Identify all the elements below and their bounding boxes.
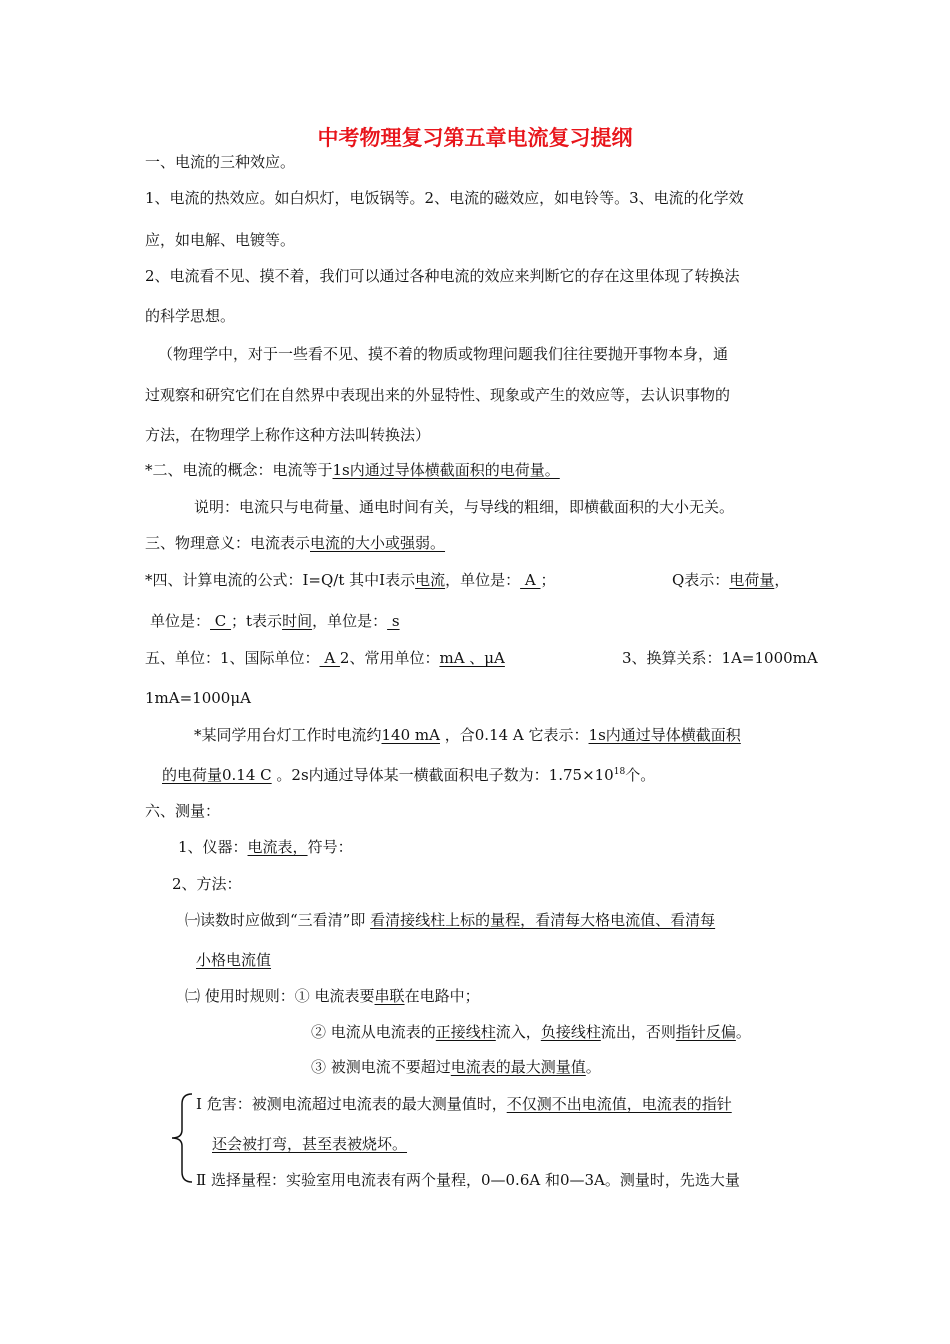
answer-blank: C bbox=[210, 612, 232, 630]
answer-blank: 的电荷量0.14 C bbox=[162, 766, 272, 784]
hazard-line-2 bbox=[212, 1134, 407, 1154]
text-span: 流出，否则 bbox=[600, 1023, 676, 1041]
section-4-line-1 bbox=[145, 570, 556, 590]
section-1-heading: 一、电流的三种效应。 bbox=[145, 153, 296, 171]
text-span: ② 电流从电流表的 bbox=[311, 1023, 436, 1041]
section-6-heading: 六、测量： bbox=[145, 802, 221, 820]
section-2-prefix: *二、电流的概念：电流等于 bbox=[145, 461, 333, 479]
text-span: ，合0.14 A 它表示： bbox=[439, 726, 589, 744]
reading-rule-line-2 bbox=[196, 950, 271, 970]
hazard-line-1 bbox=[196, 1094, 732, 1114]
answer-blank: 还会被打弯，甚至表被烧坏。 bbox=[212, 1135, 408, 1153]
section-5-line-1 bbox=[145, 648, 505, 668]
usage-rule-3 bbox=[311, 1057, 601, 1077]
answer-blank: 1s内通过导体横截面积的电荷量。 bbox=[332, 461, 560, 479]
text-span: Q表示： bbox=[672, 571, 730, 589]
answer-blank: 指针反偏 bbox=[675, 1023, 736, 1041]
text-span: ，单位是： bbox=[445, 571, 521, 589]
paragraph-line: 1、电流的热效应。如白炽灯，电饭锅等。2、电流的磁效应，如电铃等。3、电流的化学效 bbox=[145, 189, 744, 207]
text-span: Ⅰ 危害：被测电流超过电流表的最大测量值时， bbox=[196, 1095, 507, 1113]
usage-rule-2 bbox=[311, 1022, 751, 1042]
answer-blank: 电流表的最大测量值 bbox=[450, 1058, 586, 1076]
answer-blank: 正接线柱 bbox=[435, 1023, 496, 1041]
text-span: 五、单位：1、国际单位： bbox=[145, 649, 320, 667]
text-span: 。 bbox=[585, 1058, 601, 1076]
text-span: 单位是： bbox=[150, 612, 211, 630]
text-span: ③ 被测电流不要超过 bbox=[311, 1058, 451, 1076]
section-2-note: 说明：电流只与电荷量、通电时间有关，与导线的粗细，即横截面积的大小无关。 bbox=[194, 498, 735, 516]
text-span: 2、常用单位： bbox=[339, 649, 440, 667]
text-span: ㈠读数时应做到“三看清”即 bbox=[185, 911, 371, 929]
section-5-line-4 bbox=[162, 765, 655, 785]
section-3-prefix: 三、物理意义：电流表示 bbox=[145, 534, 311, 552]
range-selection-line: Ⅱ 选择量程：实验室用电流表有两个量程，0—0.6A 和0—3A。测量时，先选大量 bbox=[196, 1171, 740, 1189]
section-6-item-2: 2、方法： bbox=[172, 875, 242, 893]
answer-blank: s bbox=[387, 612, 400, 630]
answer-blank: 电荷量 bbox=[729, 571, 775, 589]
text-span: ；t表示 bbox=[231, 612, 283, 630]
answer-blank: 串联 bbox=[374, 987, 405, 1005]
left-brace-icon bbox=[166, 1090, 196, 1186]
paragraph-line: 方法，在物理学上称作这种方法叫转换法） bbox=[145, 426, 431, 444]
text-span: 1、仪器： bbox=[178, 838, 248, 856]
text-span: 在电路中； bbox=[404, 987, 480, 1005]
answer-blank: 电流 bbox=[415, 571, 446, 589]
section-4-line-2 bbox=[150, 611, 400, 631]
paragraph-line: 过观察和研究它们在自然界中表现出来的外显特性、现象或产生的效应等，去认识事物的 bbox=[145, 386, 731, 404]
section-5-conversion: 3、换算关系：1A=1000mA bbox=[622, 649, 818, 667]
paragraph-line: （物理学中，对于一些看不见、摸不着的物质或物理问题我们往往要抛开事物本身，通 bbox=[158, 345, 729, 363]
answer-blank: 小格电流值 bbox=[196, 951, 272, 969]
paragraph-line: 应，如电解、电镀等。 bbox=[145, 231, 296, 249]
answer-blank: 1s内通过导体横截面积 bbox=[588, 726, 741, 744]
exponent: 18 bbox=[613, 767, 626, 777]
answer-blank: 140 mA bbox=[381, 726, 440, 744]
section-5-line-3 bbox=[194, 725, 741, 745]
page-title: 中考物理复习第五章电流复习提纲 bbox=[317, 126, 633, 150]
answer-blank: 负接线柱 bbox=[540, 1023, 601, 1041]
text-span: ，单位是： bbox=[312, 612, 388, 630]
section-6-item-1 bbox=[178, 837, 353, 857]
answer-blank: 电流的大小或强弱。 bbox=[310, 534, 446, 552]
section-5-line-2: 1mA=1000μA bbox=[145, 689, 251, 707]
text-span: 个。 bbox=[625, 766, 656, 784]
answer-blank: A bbox=[319, 649, 340, 667]
text-span: 流入， bbox=[495, 1023, 541, 1041]
text-span: ； bbox=[540, 571, 556, 589]
usage-rule-1 bbox=[185, 986, 480, 1006]
answer-blank: A bbox=[520, 571, 541, 589]
answer-blank: 看清接线柱上标的量程，看清每大格电流值、看清每 bbox=[370, 911, 716, 929]
answer-blank: 电流表， bbox=[247, 838, 308, 856]
section-4-line-1b bbox=[672, 570, 789, 590]
text-span: 。 bbox=[735, 1023, 751, 1041]
answer-blank: mA 、μA bbox=[439, 649, 505, 667]
text-span: *某同学用台灯工作时电流约 bbox=[194, 726, 382, 744]
text-span: 。2s内通过导体某一横截面积电子数为：1.75×10 bbox=[271, 766, 614, 784]
text-span: 符号： bbox=[307, 838, 353, 856]
text-span: ， bbox=[774, 571, 790, 589]
paragraph-line: 的科学思想。 bbox=[145, 307, 236, 325]
text-span: *四、计算电流的公式：I=Q/t 其中I表示 bbox=[145, 571, 416, 589]
section-3-line bbox=[145, 533, 445, 553]
paragraph-line: 2、电流看不见、摸不着，我们可以通过各种电流的效应来判断它的存在这里体现了转换法 bbox=[145, 267, 740, 285]
reading-rule-line-1 bbox=[185, 910, 715, 930]
section-2-line bbox=[145, 460, 560, 480]
answer-blank: 不仅测不出电流值，电流表的指针 bbox=[506, 1095, 732, 1113]
answer-blank: 时间 bbox=[282, 612, 313, 630]
text-span: ㈡ 使用时规则：① 电流表要 bbox=[185, 987, 375, 1005]
